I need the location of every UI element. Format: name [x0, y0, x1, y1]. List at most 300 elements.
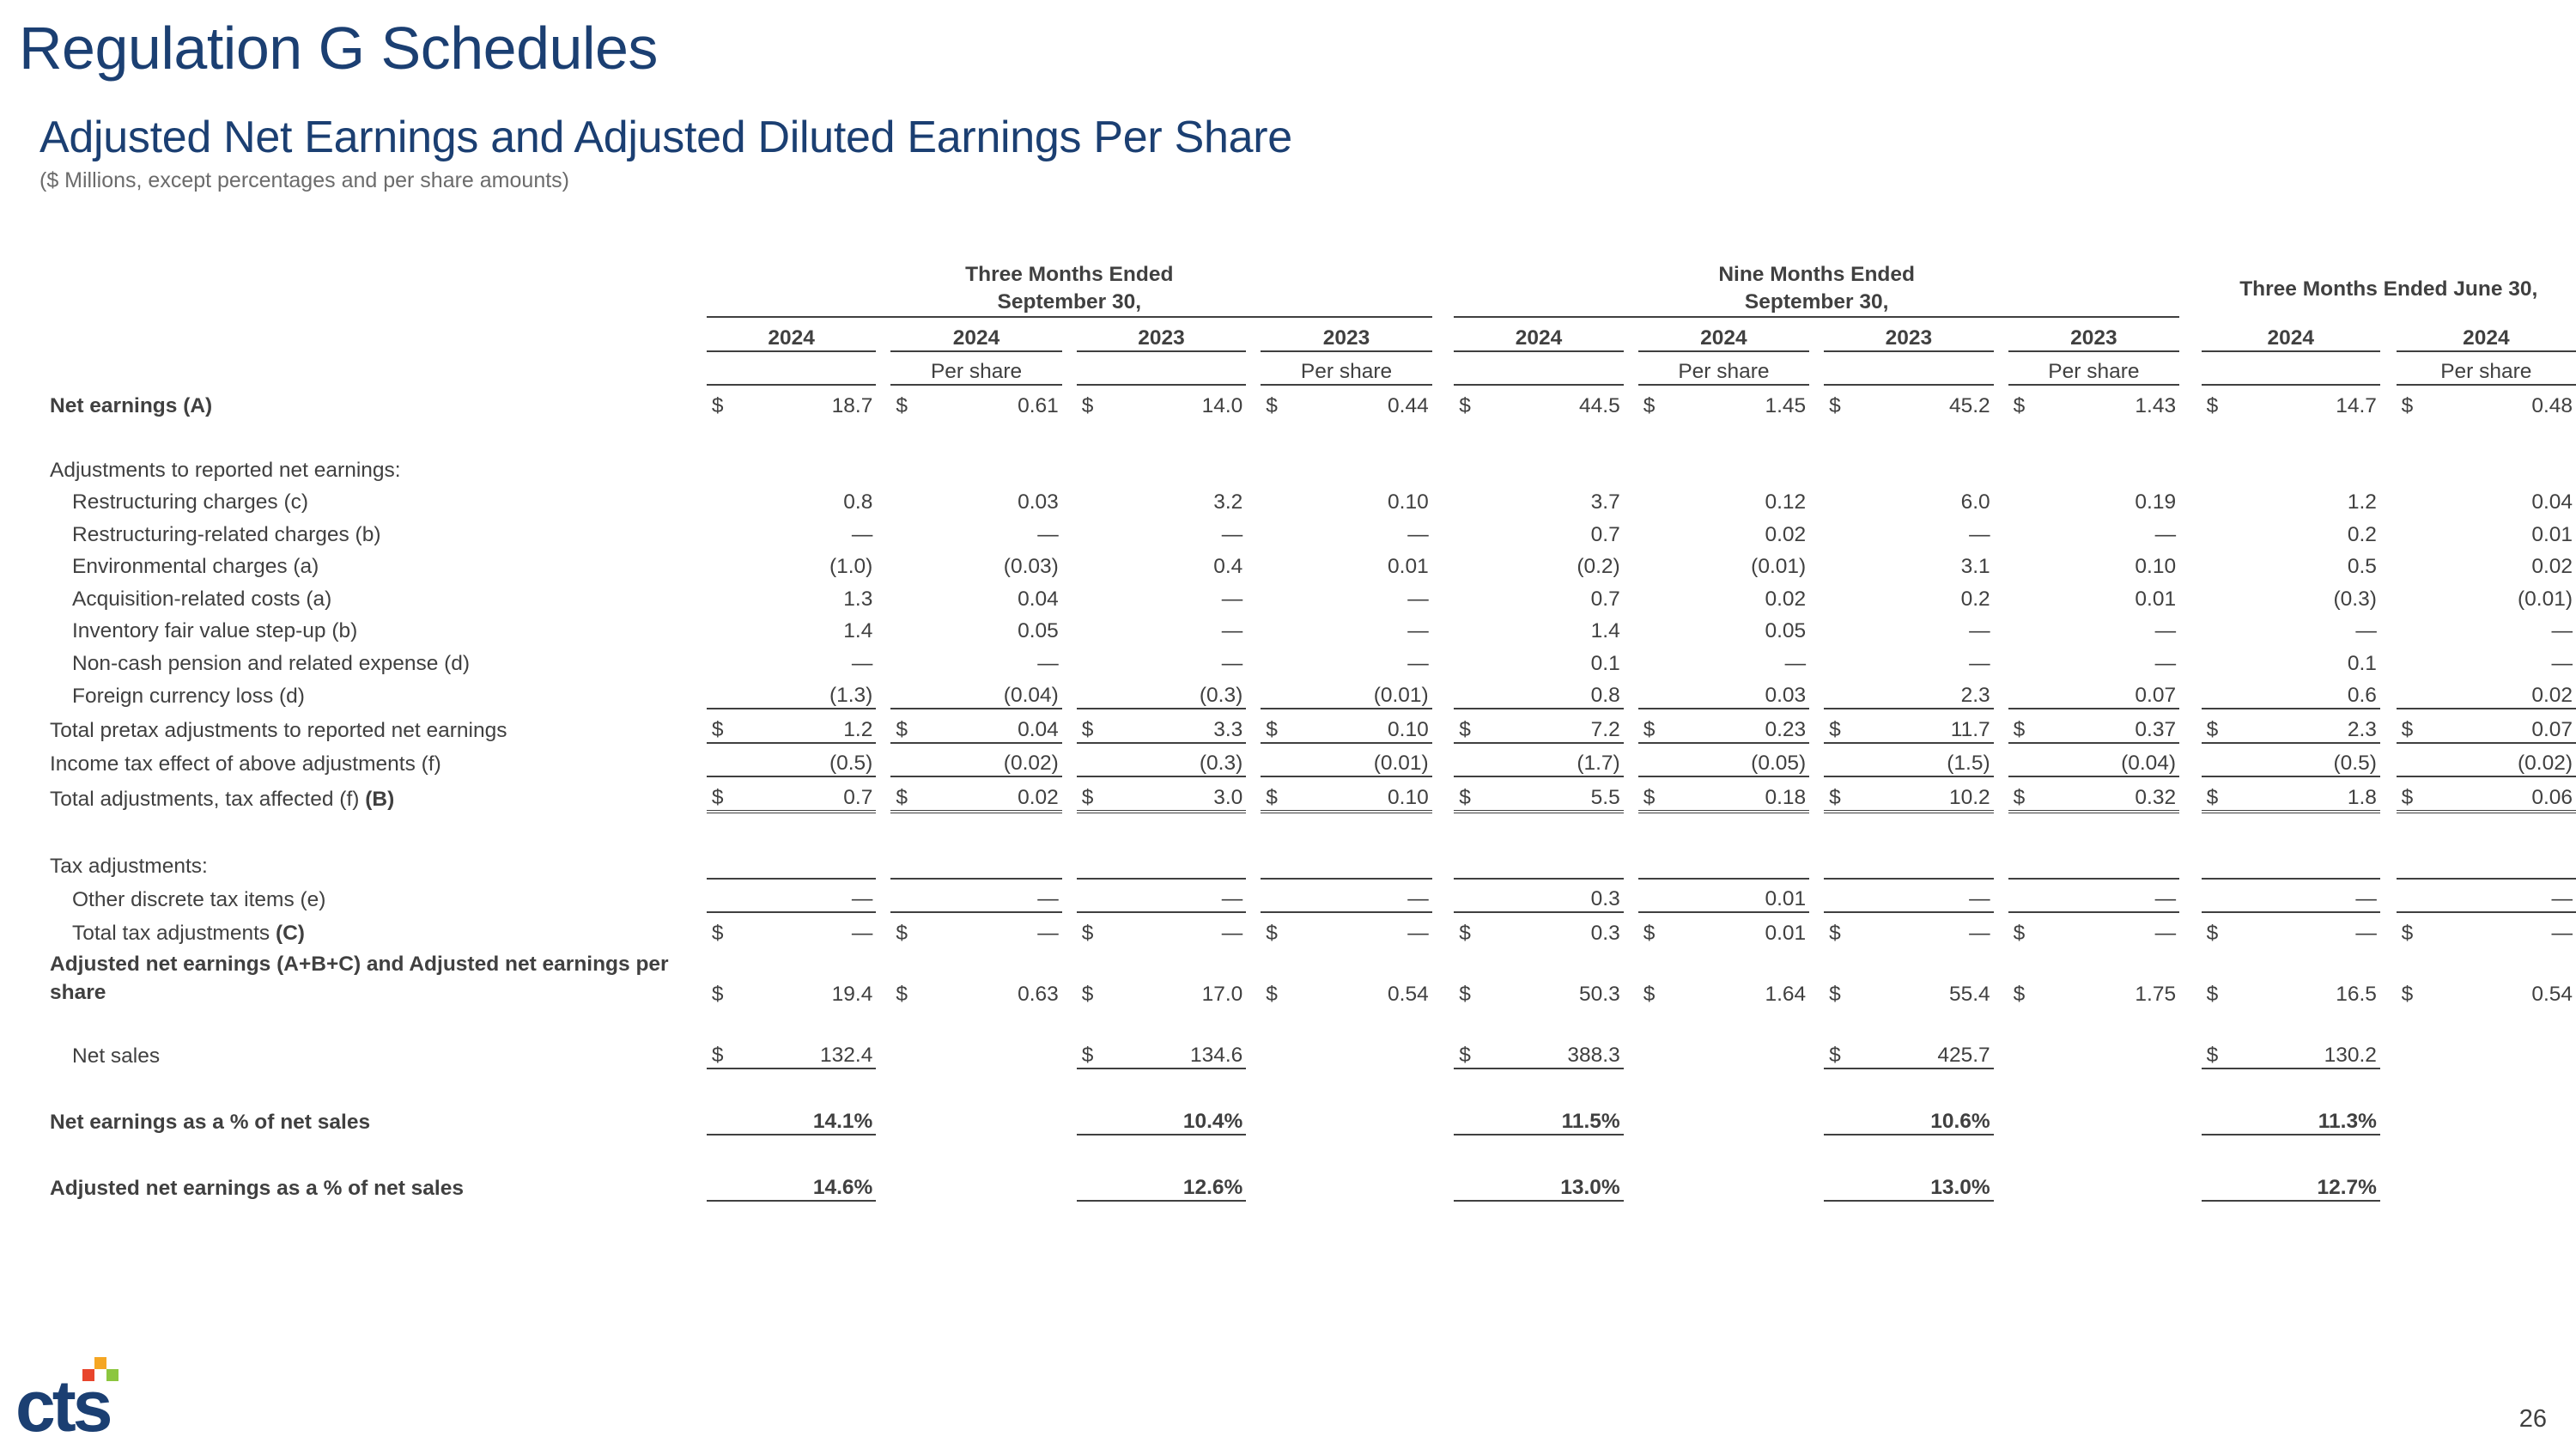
dollar-sign — [2397, 879, 2423, 913]
table-row — [38, 643, 2576, 676]
empty-cell — [1638, 1007, 1664, 1068]
cell-value: — — [2034, 912, 2179, 946]
cell-value: 7.2 — [1590, 717, 1620, 741]
cell-value: 0.54 — [2531, 982, 2573, 1006]
spacer — [692, 261, 707, 317]
dollar-sign — [1261, 514, 1286, 547]
dollar-sign — [2202, 612, 2228, 644]
dollar-sign — [1261, 483, 1286, 515]
dollar-sign — [2397, 743, 2423, 777]
spacer — [1062, 317, 1077, 351]
spacer — [876, 351, 890, 386]
spacer — [2179, 879, 2201, 913]
financial-table — [38, 261, 2576, 1202]
spacer — [2380, 547, 2397, 580]
cell-value: — — [2154, 619, 2177, 642]
spacer — [692, 351, 707, 386]
cell-value: 0.04 — [1018, 717, 1059, 741]
dollar-sign — [1824, 514, 1850, 547]
empty-cell — [917, 1135, 1062, 1201]
cell-value: — — [732, 912, 876, 946]
spacer — [1432, 317, 1454, 351]
dollar-sign — [1077, 1068, 1103, 1135]
spacer — [1994, 579, 2008, 612]
dollar-sign — [1454, 514, 1479, 547]
cell-value: 1.2 — [843, 717, 873, 741]
cell-value: — — [1103, 912, 1246, 946]
cell-value: 0.32 — [2034, 776, 2179, 812]
cell-value: (0.02) — [917, 743, 1062, 777]
cell-value: — — [1407, 651, 1429, 675]
spacer — [1809, 547, 1824, 580]
cell-value: 0.02 — [1765, 522, 1807, 546]
cell-value: 0.1 — [1590, 651, 1620, 675]
dollar-sign: $ — [1829, 982, 1841, 1006]
spacer — [1062, 612, 1077, 644]
dollar-sign — [2008, 743, 2034, 777]
spacer — [1062, 483, 1077, 515]
spacer — [1432, 612, 1454, 644]
cell-value: — — [2228, 912, 2380, 946]
spacer — [1432, 483, 1454, 515]
spacer — [1809, 612, 1824, 644]
spacer — [876, 1007, 890, 1068]
cell-value: 1.75 — [2135, 982, 2177, 1006]
cell-value: (0.5) — [732, 743, 876, 777]
cell-value: 0.3 — [1479, 879, 1623, 913]
dollar-sign: $ — [1638, 912, 1664, 946]
spacer — [1432, 946, 1454, 1007]
dollar-sign — [1638, 514, 1664, 547]
spacer — [692, 483, 707, 515]
spacer — [692, 879, 707, 913]
spacer — [2380, 743, 2397, 777]
cell-value: (1.5) — [1850, 743, 1993, 777]
dollar-sign — [707, 483, 732, 515]
table-row — [38, 450, 2576, 483]
table-row — [38, 579, 2576, 612]
spacer — [692, 385, 707, 418]
spacer — [1994, 514, 2008, 547]
dollar-sign — [2202, 643, 2228, 676]
dollar-sign — [2397, 483, 2423, 515]
cell-value: — — [1103, 879, 1246, 913]
spacer — [1624, 317, 1638, 351]
cell-value: 0.4 — [1213, 555, 1243, 578]
dollar-sign — [1261, 612, 1286, 644]
spacer — [1432, 643, 1454, 676]
spacer — [1062, 351, 1077, 386]
cell-value: 0.04 — [1018, 587, 1059, 611]
cell-value: 1.2 — [2347, 490, 2377, 514]
spacer — [2179, 317, 2201, 351]
spacer — [876, 612, 890, 644]
cell-value: (0.5) — [2228, 743, 2380, 777]
dollar-sign — [1824, 483, 1850, 515]
cell-value: 11.7 — [1950, 717, 1990, 741]
cell-value: 0.2 — [2347, 522, 2377, 546]
dollar-sign: $ — [1081, 982, 1094, 1006]
cell-value: (1.7) — [1479, 743, 1623, 777]
empty-cell — [2423, 1068, 2576, 1135]
spacer — [1624, 514, 1638, 547]
group-header-line2: September 30, — [1744, 290, 1889, 314]
cell-value: — — [1037, 651, 1059, 675]
cell-value: 0.63 — [1018, 982, 1059, 1006]
spacer — [1994, 1135, 2008, 1201]
spacer — [2179, 351, 2201, 386]
dollar-sign — [1261, 547, 1286, 580]
cell-value: 130.2 — [2324, 1043, 2377, 1067]
cell-value: 3.1 — [1960, 555, 1990, 578]
dollar-sign — [1824, 579, 1850, 612]
spacer — [1994, 743, 2008, 777]
dollar-sign — [1454, 1068, 1479, 1135]
spacer — [876, 946, 890, 1007]
spacer — [692, 676, 707, 709]
dollar-sign: $ — [890, 776, 916, 812]
empty-cell — [890, 1135, 916, 1201]
spacer — [692, 579, 707, 612]
spacer — [2380, 579, 2397, 612]
dollar-sign: $ — [896, 982, 908, 1006]
group-header-1 — [707, 261, 1432, 317]
dollar-sign: $ — [2202, 385, 2228, 418]
header-blank — [1454, 351, 1624, 386]
spacer — [2380, 483, 2397, 515]
spacer — [876, 776, 890, 812]
header-blank — [38, 261, 692, 317]
cell-value: 14.1% — [732, 1068, 876, 1135]
spacer — [2380, 317, 2397, 351]
spacer — [1624, 676, 1638, 709]
spacer — [1432, 879, 1454, 913]
spacer — [692, 709, 707, 743]
cell-value: 0.61 — [917, 385, 1062, 418]
spacer — [1432, 579, 1454, 612]
dollar-sign: $ — [1261, 912, 1286, 946]
dollar-sign — [1077, 743, 1103, 777]
cell-value: 0.10 — [1388, 717, 1429, 741]
empty-cell — [1664, 1068, 1809, 1135]
cell-value: — — [1784, 651, 1807, 675]
dollar-sign — [707, 676, 732, 709]
dollar-sign: $ — [2397, 912, 2423, 946]
dollar-sign: $ — [2206, 1043, 2219, 1067]
dollar-sign: $ — [1077, 385, 1103, 418]
table-row — [38, 1135, 2576, 1201]
spacer — [692, 1135, 707, 1201]
cell-value: 10.2 — [1850, 776, 1993, 812]
dollar-sign: $ — [1643, 717, 1656, 741]
spacer — [1432, 261, 1454, 317]
dollar-sign — [2008, 676, 2034, 709]
dollar-sign — [2397, 579, 2423, 612]
spacer — [2179, 743, 2201, 777]
empty-cell — [1261, 1135, 1286, 1201]
spacer — [1994, 946, 2008, 1007]
cell-value: — — [2551, 619, 2573, 642]
cell-value: (0.04) — [2034, 743, 2179, 777]
spacer — [692, 1068, 707, 1135]
spacer — [1062, 643, 1077, 676]
cell-value: 0.12 — [1765, 490, 1807, 514]
cell-value: 11.3% — [2228, 1068, 2380, 1135]
spacer — [876, 709, 890, 743]
empty-cell — [1664, 1135, 1809, 1201]
cell-value: — — [1287, 912, 1432, 946]
cell-value: (0.05) — [1664, 743, 1809, 777]
spacer — [1809, 579, 1824, 612]
cell-value: (0.3) — [1103, 743, 1246, 777]
empty-cell — [2034, 1068, 2179, 1135]
cell-value: 0.10 — [1287, 776, 1432, 812]
empty-cell — [917, 1068, 1062, 1135]
cell-value: 0.37 — [2135, 717, 2177, 741]
cell-value: (0.01) — [1287, 676, 1432, 709]
table-row — [38, 1007, 2576, 1068]
table-row — [38, 676, 2576, 709]
spacer — [876, 676, 890, 709]
spacer — [1624, 946, 1638, 1007]
cell-value: — — [2423, 879, 2576, 913]
row-label-acquisition: Acquisition-related costs (a) — [72, 587, 332, 611]
cell-value: — — [2551, 651, 2573, 675]
dollar-sign — [1077, 879, 1103, 913]
dollar-sign — [1638, 643, 1664, 676]
table-row — [38, 612, 2576, 644]
spacer — [2179, 709, 2201, 743]
cell-value: 3.0 — [1103, 776, 1246, 812]
cell-value: 0.8 — [843, 490, 873, 514]
row-label-total-adjustments — [38, 776, 692, 812]
table-row — [38, 709, 2576, 743]
cell-value: 0.04 — [2531, 490, 2573, 514]
dollar-sign — [2202, 514, 2228, 547]
cell-value: 2.3 — [2347, 717, 2377, 741]
spacer — [1624, 1068, 1638, 1135]
dollar-sign — [1638, 676, 1664, 709]
year-header: 2023 — [1261, 317, 1431, 351]
dollar-sign: $ — [2008, 776, 2034, 812]
dollar-sign — [2008, 643, 2034, 676]
cell-value: 19.4 — [831, 982, 873, 1006]
spacer — [1432, 743, 1454, 777]
dollar-sign — [2202, 483, 2228, 515]
dollar-sign — [1454, 743, 1479, 777]
cell-value: 388.3 — [1567, 1043, 1620, 1067]
spacer — [2380, 776, 2397, 812]
spacer — [2380, 385, 2397, 418]
spacer — [1994, 317, 2008, 351]
spacer — [692, 514, 707, 547]
cell-value: 0.01 — [2135, 587, 2177, 611]
empty-cell — [890, 1068, 916, 1135]
cell-value: 0.10 — [2135, 555, 2177, 578]
spacer — [2179, 261, 2201, 317]
cell-value: 5.5 — [1479, 776, 1623, 812]
header-blank — [2202, 351, 2380, 386]
cell-value: 0.54 — [1388, 982, 1429, 1006]
cell-value: 10.6% — [1850, 1068, 1993, 1135]
spacer — [2380, 612, 2397, 644]
cell-value: — — [2355, 619, 2377, 642]
spacer — [1062, 879, 1077, 913]
dollar-sign: $ — [2013, 982, 2026, 1006]
row-label-income-tax: Income tax effect of above adjustments (f) — [50, 752, 441, 776]
group-header-line1: Three Months Ended June 30, — [2239, 277, 2538, 301]
dollar-sign: $ — [1077, 776, 1103, 812]
dollar-sign: $ — [1266, 717, 1278, 741]
spacer — [1246, 317, 1261, 351]
row-label-tax-header: Tax adjustments: — [50, 854, 208, 878]
spacer — [1994, 385, 2008, 418]
row-label-ref: (C) — [275, 921, 305, 945]
spacer — [1432, 1135, 1454, 1201]
cell-value: 0.2 — [1960, 587, 1990, 611]
cell-value: (0.03) — [1003, 555, 1059, 578]
empty-cell — [1287, 1007, 1432, 1068]
cell-value: — — [1221, 587, 1243, 611]
cell-value: — — [1221, 522, 1243, 546]
cell-value: 0.02 — [917, 776, 1062, 812]
empty-cell — [2008, 1007, 2034, 1068]
row-label-adjusted-net: Adjusted net earnings (A+B+C) and Adjusted net earnings per share — [50, 952, 669, 1004]
spacer — [2380, 1007, 2397, 1068]
cell-value: 14.6% — [732, 1135, 876, 1201]
spacer — [1624, 579, 1638, 612]
spacer — [876, 879, 890, 913]
dollar-sign — [1454, 612, 1479, 644]
per-share-header: Per share — [2008, 351, 2179, 386]
spacer — [2179, 912, 2201, 946]
empty-cell — [1287, 1068, 1432, 1135]
dollar-sign — [1638, 612, 1664, 644]
spacer — [2179, 1007, 2201, 1068]
spacer — [2179, 676, 2201, 709]
dollar-sign: $ — [711, 982, 724, 1006]
spacer — [2179, 946, 2201, 1007]
dollar-sign — [1824, 612, 1850, 644]
row-label-text: Total tax adjustments — [72, 921, 276, 945]
dollar-sign — [1261, 743, 1286, 777]
dollar-sign — [1454, 483, 1479, 515]
dollar-sign — [1638, 547, 1664, 580]
table-row — [38, 385, 2576, 418]
spacer — [1062, 709, 1077, 743]
dollar-sign: $ — [2397, 776, 2423, 812]
spacer — [1809, 643, 1824, 676]
spacer — [1246, 676, 1261, 709]
dollar-sign — [1077, 643, 1103, 676]
empty-cell — [917, 1007, 1062, 1068]
spacer — [692, 317, 707, 351]
spacer — [876, 1135, 890, 1201]
dollar-sign — [1077, 579, 1103, 612]
spacer — [1994, 1007, 2008, 1068]
dollar-sign — [890, 579, 916, 612]
spacer — [1809, 514, 1824, 547]
spacer — [1246, 483, 1261, 515]
cell-value: 0.7 — [1590, 587, 1620, 611]
dollar-sign — [707, 547, 732, 580]
row-label-adj-pct: Adjusted net earnings as a % of net sales — [50, 1176, 464, 1200]
per-share-header: Per share — [2397, 351, 2576, 386]
spacer — [1624, 612, 1638, 644]
cell-value: 44.5 — [1479, 385, 1623, 418]
dollar-sign — [2202, 579, 2228, 612]
spacer — [692, 547, 707, 580]
dollar-sign: $ — [890, 912, 916, 946]
dollar-sign: $ — [1081, 717, 1094, 741]
cell-value: 0.02 — [2531, 555, 2573, 578]
empty-cell — [2397, 1007, 2423, 1068]
dollar-sign — [2397, 612, 2423, 644]
spacer — [1994, 351, 2008, 386]
spacer — [1809, 1007, 1824, 1068]
cell-value: 1.64 — [1765, 982, 1807, 1006]
table-row — [38, 879, 2576, 913]
spacer — [2179, 514, 2201, 547]
cell-value: (0.01) — [1751, 555, 1807, 578]
dollar-sign — [1638, 879, 1664, 913]
dollar-sign: $ — [1454, 385, 1479, 418]
spacer — [1994, 879, 2008, 913]
dollar-sign — [707, 612, 732, 644]
cell-value: (1.3) — [732, 676, 876, 709]
dollar-sign: $ — [1459, 1043, 1471, 1067]
dollar-sign: $ — [2206, 982, 2219, 1006]
cell-value: (1.0) — [829, 555, 873, 578]
cell-value: 0.48 — [2423, 385, 2576, 418]
spacer — [1062, 514, 1077, 547]
cell-value: 0.02 — [1765, 587, 1807, 611]
spacer — [1432, 514, 1454, 547]
empty-cell — [1287, 1135, 1432, 1201]
spacer — [692, 1007, 707, 1068]
dollar-sign — [1824, 1068, 1850, 1135]
spacer — [2380, 514, 2397, 547]
dollar-sign — [890, 643, 916, 676]
cell-value: 0.03 — [1664, 676, 1809, 709]
dollar-sign — [890, 514, 916, 547]
dollar-sign — [707, 1135, 732, 1201]
spacer — [1246, 351, 1261, 386]
dollar-sign — [2202, 676, 2228, 709]
cell-value: 0.19 — [2135, 490, 2177, 514]
year-header: 2024 — [890, 317, 1061, 351]
dollar-sign — [1454, 643, 1479, 676]
dollar-sign — [2202, 1135, 2228, 1201]
spacer — [876, 514, 890, 547]
dollar-sign — [2202, 547, 2228, 580]
row-label-ref: (B) — [365, 787, 395, 811]
cell-value: 425.7 — [1937, 1043, 1990, 1067]
empty-cell — [2423, 1007, 2576, 1068]
dollar-sign: $ — [1829, 1043, 1841, 1067]
spacer — [1809, 385, 1824, 418]
cell-value: 0.06 — [2423, 776, 2576, 812]
spacer — [2380, 1135, 2397, 1201]
cell-value: 1.43 — [2034, 385, 2179, 418]
spacer — [2179, 579, 2201, 612]
dollar-sign — [890, 879, 916, 913]
row-label-total-pretax: Total pretax adjustments to reported net earnings — [50, 718, 507, 742]
row-label-pension: Non-cash pension and related expense (d) — [72, 651, 471, 675]
cell-value: (0.01) — [1287, 743, 1432, 777]
row-label-inventory: Inventory fair value step-up (b) — [72, 619, 358, 642]
spacer — [1624, 1007, 1638, 1068]
